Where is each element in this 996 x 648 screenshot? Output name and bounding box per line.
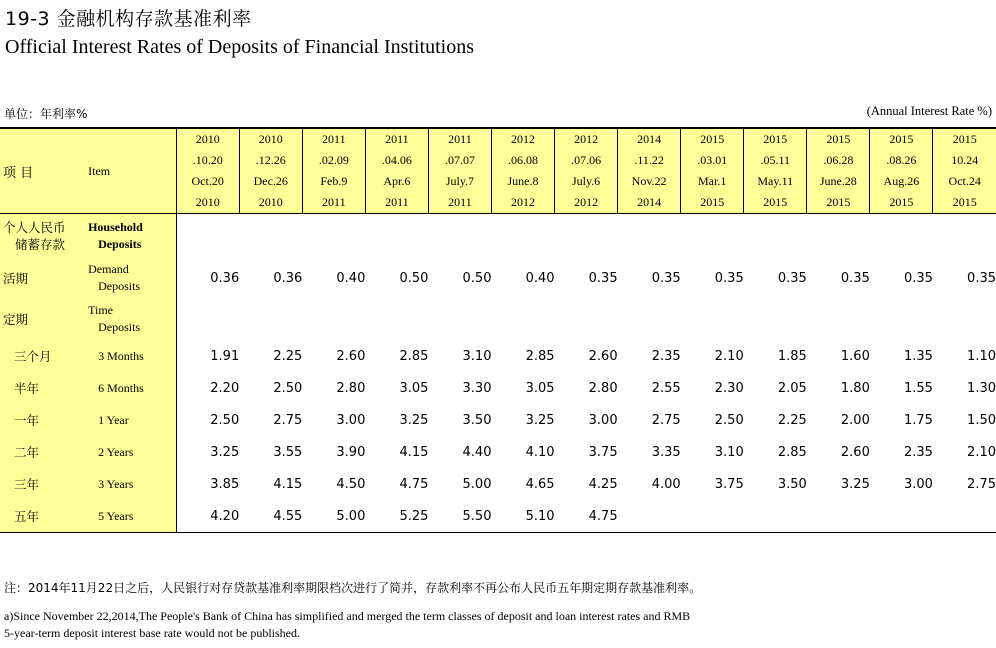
rate-value: 3.05 bbox=[525, 380, 555, 396]
term-row bbox=[0, 404, 996, 436]
demand-value: 0.35 bbox=[840, 270, 870, 286]
rate-value: 2.85 bbox=[525, 348, 555, 364]
rate-value: 2.80 bbox=[336, 380, 366, 396]
interest-rate-table bbox=[0, 127, 996, 533]
rate-value: 1.30 bbox=[967, 380, 996, 396]
term-label-chinese: 二年 bbox=[0, 436, 86, 468]
rate-value bbox=[681, 500, 744, 533]
demand-label-english: Demand Deposits bbox=[86, 258, 176, 298]
term-row bbox=[0, 500, 996, 533]
unit-chinese: 单位：年利率% bbox=[4, 107, 88, 121]
date-header-8: 2014 .11.22 Nov.22 2014 bbox=[618, 128, 681, 214]
demand-deposits-row bbox=[0, 258, 996, 298]
rate-value: 3.75 bbox=[588, 444, 618, 460]
rate-value: 3.30 bbox=[462, 380, 492, 396]
rate-value: 1.55 bbox=[903, 380, 933, 396]
demand-value: 0.50 bbox=[399, 270, 429, 286]
rate-value: 2.60 bbox=[336, 348, 366, 364]
term-label-english: 3 Months bbox=[86, 340, 176, 372]
title-chinese: 19-3 金融机构存款基准利率 bbox=[5, 8, 252, 30]
rate-value: 3.85 bbox=[210, 476, 240, 492]
rate-value: 4.55 bbox=[273, 508, 303, 524]
rate-value: 2.50 bbox=[210, 412, 240, 428]
rate-value: 2.05 bbox=[777, 380, 807, 396]
rate-value: 2.55 bbox=[651, 380, 681, 396]
note-chinese: 注：2014年11月22日之后，人民银行对存贷款基准利率期限档次进行了简并，存款利率不再公布人民币五年期定期存款基准利率。 bbox=[4, 581, 702, 595]
term-label-chinese: 一年 bbox=[0, 404, 86, 436]
rate-value: 1.50 bbox=[967, 412, 996, 428]
term-label-chinese: 三年 bbox=[0, 468, 86, 500]
rate-value: 3.25 bbox=[840, 476, 870, 492]
rate-value: 2.10 bbox=[714, 348, 744, 364]
term-label-english: 6 Months bbox=[86, 372, 176, 404]
rate-value: 3.50 bbox=[462, 412, 492, 428]
demand-value: 0.35 bbox=[651, 270, 681, 286]
rate-value: 1.85 bbox=[777, 348, 807, 364]
demand-value: 0.36 bbox=[210, 270, 240, 286]
term-row bbox=[0, 468, 996, 500]
rate-value: 2.25 bbox=[777, 412, 807, 428]
rate-value bbox=[618, 500, 681, 533]
rate-value: 2.35 bbox=[903, 444, 933, 460]
rate-value: 2.60 bbox=[840, 444, 870, 460]
rate-value: 2.75 bbox=[967, 476, 996, 492]
rate-value: 3.10 bbox=[714, 444, 744, 460]
rate-value: 5.25 bbox=[399, 508, 429, 524]
rate-value: 4.15 bbox=[273, 476, 303, 492]
rate-value: 4.40 bbox=[462, 444, 492, 460]
term-row bbox=[0, 340, 996, 372]
date-header-4: 2011 .04.06 Apr.6 2011 bbox=[365, 128, 428, 214]
rate-value: 3.00 bbox=[336, 412, 366, 428]
rate-value: 3.35 bbox=[651, 444, 681, 460]
rate-value: 2.75 bbox=[273, 412, 303, 428]
rate-value: 1.60 bbox=[840, 348, 870, 364]
rate-value: 4.75 bbox=[588, 508, 618, 524]
rate-value: 2.75 bbox=[651, 412, 681, 428]
time-deposits-row bbox=[0, 298, 996, 340]
rate-value: 2.10 bbox=[967, 444, 996, 460]
date-header-9: 2015 .03.01 Mar.1 2015 bbox=[681, 128, 744, 214]
demand-value: 0.35 bbox=[777, 270, 807, 286]
rate-value: 2.60 bbox=[588, 348, 618, 364]
rate-value: 3.50 bbox=[777, 476, 807, 492]
household-label-chinese: 个人人民币 储蓄存款 bbox=[0, 214, 86, 259]
rate-value: 5.00 bbox=[462, 476, 492, 492]
rate-value: 2.50 bbox=[714, 412, 744, 428]
rate-value bbox=[870, 500, 933, 533]
demand-value: 0.35 bbox=[588, 270, 618, 286]
rate-value: 2.30 bbox=[714, 380, 744, 396]
household-label-english: Household Deposits bbox=[86, 214, 176, 259]
household-deposits-row bbox=[0, 214, 996, 259]
note-english-line1: a)Since November 22,2014,The People's Bank of China has simplified and merged the term classes of deposit and loan interest rates and RMB bbox=[4, 609, 691, 623]
rate-value: 4.00 bbox=[651, 476, 681, 492]
header-row bbox=[0, 128, 996, 214]
rate-value: 3.90 bbox=[336, 444, 366, 460]
household-empty-cells bbox=[176, 214, 996, 259]
rate-value: 3.25 bbox=[399, 412, 429, 428]
demand-value: 0.35 bbox=[714, 270, 744, 286]
term-label-chinese: 五年 bbox=[0, 500, 86, 533]
rate-value: 3.55 bbox=[273, 444, 303, 460]
rate-value: 5.10 bbox=[525, 508, 555, 524]
demand-value: 0.35 bbox=[903, 270, 933, 286]
term-label-english: 1 Year bbox=[86, 404, 176, 436]
date-header-2: 2010 .12.26 Dec.26 2010 bbox=[239, 128, 302, 214]
unit-english: (Annual Interest Rate %) bbox=[866, 104, 992, 118]
rate-value: 2.85 bbox=[777, 444, 807, 460]
rate-value bbox=[933, 500, 996, 533]
term-label-english: 5 Years bbox=[86, 500, 176, 533]
date-header-1: 2010 .10.20 Oct.20 2010 bbox=[176, 128, 239, 214]
rate-value: 1.80 bbox=[840, 380, 870, 396]
term-row bbox=[0, 436, 996, 468]
time-empty-cells bbox=[176, 298, 996, 340]
rate-value: 3.10 bbox=[462, 348, 492, 364]
term-label-english: 3 Years bbox=[86, 468, 176, 500]
rate-value: 2.85 bbox=[399, 348, 429, 364]
rate-value bbox=[807, 500, 870, 533]
date-header-13: 2015 10.24 Oct.24 2015 bbox=[933, 128, 996, 214]
rate-value: 3.25 bbox=[210, 444, 240, 460]
rate-value: 4.65 bbox=[525, 476, 555, 492]
date-header-3: 2011 .02.09 Feb.9 2011 bbox=[302, 128, 365, 214]
rate-value: 1.10 bbox=[967, 348, 996, 364]
rate-value: 4.10 bbox=[525, 444, 555, 460]
item-header-english: Item bbox=[86, 128, 176, 214]
item-header-chinese: 项 目 bbox=[0, 128, 86, 214]
rate-value: 3.25 bbox=[525, 412, 555, 428]
date-header-6: 2012 .06.08 June.8 2012 bbox=[491, 128, 554, 214]
rate-value: 2.00 bbox=[840, 412, 870, 428]
rate-value: 4.15 bbox=[399, 444, 429, 460]
time-label-english: Time Deposits bbox=[86, 298, 176, 340]
rate-value: 5.00 bbox=[336, 508, 366, 524]
rate-value: 2.25 bbox=[273, 348, 303, 364]
rate-value: 2.80 bbox=[588, 380, 618, 396]
rate-value: 3.05 bbox=[399, 380, 429, 396]
time-label-chinese: 定期 bbox=[0, 298, 86, 340]
rate-value: 3.00 bbox=[588, 412, 618, 428]
term-label-english: 2 Years bbox=[86, 436, 176, 468]
date-header-7: 2012 .07.06 July.6 2012 bbox=[555, 128, 618, 214]
date-header-11: 2015 .06.28 June.28 2015 bbox=[807, 128, 870, 214]
term-row bbox=[0, 372, 996, 404]
rate-value: 4.25 bbox=[588, 476, 618, 492]
rate-value: 3.75 bbox=[714, 476, 744, 492]
term-label-chinese: 三个月 bbox=[0, 340, 86, 372]
note-english-line2: 5-year-term deposit interest base rate would not be published. bbox=[4, 626, 301, 640]
demand-label-chinese: 活期 bbox=[0, 258, 86, 298]
term-label-chinese: 半年 bbox=[0, 372, 86, 404]
rate-value: 1.35 bbox=[903, 348, 933, 364]
rate-value: 4.20 bbox=[210, 508, 240, 524]
demand-value: 0.36 bbox=[273, 270, 303, 286]
demand-value: 0.50 bbox=[462, 270, 492, 286]
rate-value: 2.35 bbox=[651, 348, 681, 364]
rate-value bbox=[744, 500, 807, 533]
rate-value: 2.20 bbox=[210, 380, 240, 396]
demand-value: 0.40 bbox=[525, 270, 555, 286]
demand-value: 0.35 bbox=[967, 270, 996, 286]
title-english: Official Interest Rates of Deposits of Financial Institutions bbox=[5, 36, 474, 58]
rate-value: 4.50 bbox=[336, 476, 366, 492]
date-header-12: 2015 .08.26 Aug.26 2015 bbox=[870, 128, 933, 214]
date-header-5: 2011 .07.07 July.7 2011 bbox=[428, 128, 491, 214]
date-header-10: 2015 .05.11 May.11 2015 bbox=[744, 128, 807, 214]
rate-value: 1.91 bbox=[210, 348, 240, 364]
rate-value: 2.50 bbox=[273, 380, 303, 396]
rate-value: 4.75 bbox=[399, 476, 429, 492]
rate-value: 3.00 bbox=[903, 476, 933, 492]
rate-value: 5.50 bbox=[462, 508, 492, 524]
rate-value: 1.75 bbox=[903, 412, 933, 428]
demand-value: 0.40 bbox=[336, 270, 366, 286]
